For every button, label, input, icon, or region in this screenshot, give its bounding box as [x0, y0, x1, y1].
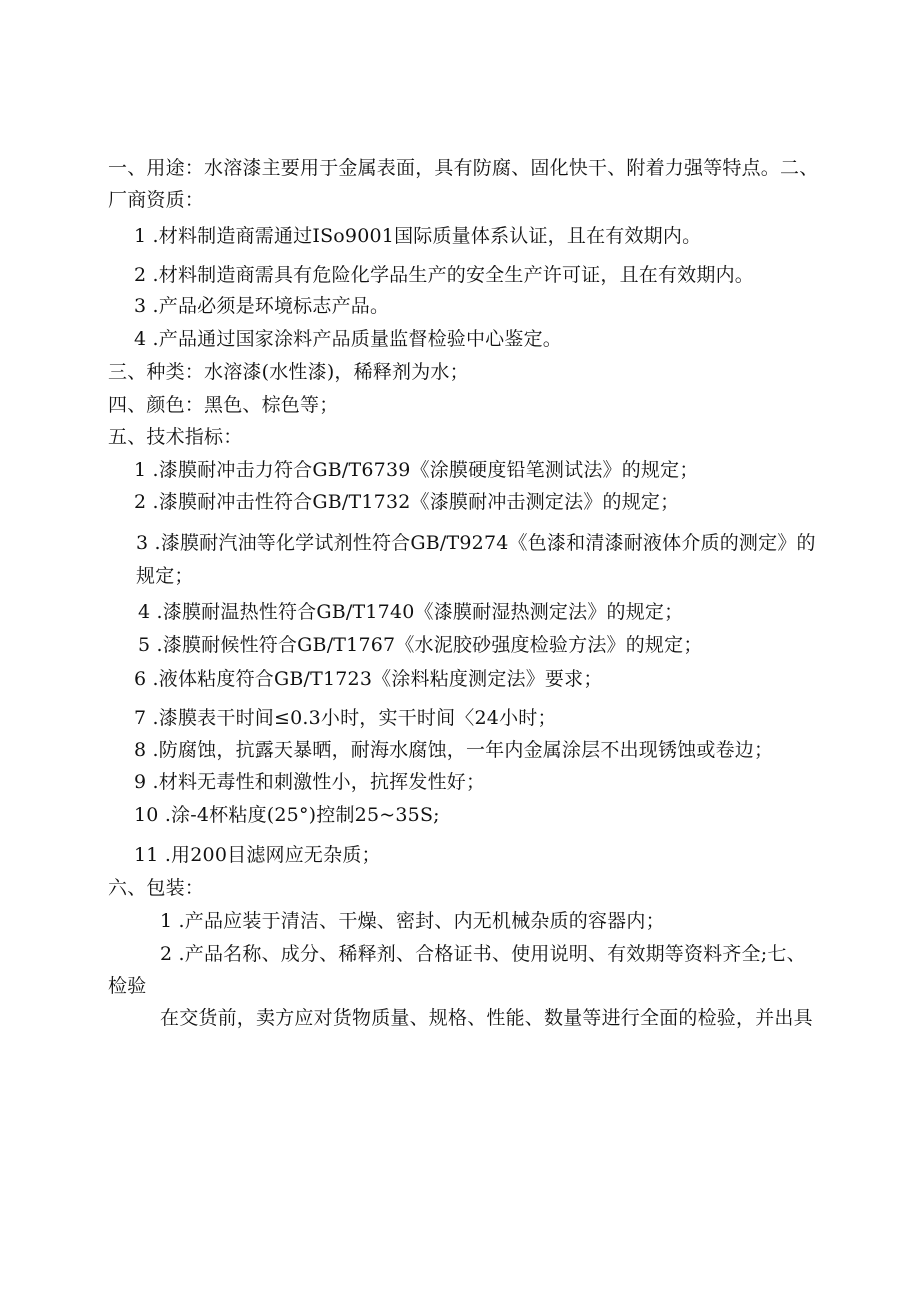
list-item: 8 .防腐蚀，抗露天暴晒，耐海水腐蚀，一年内金属涂层不出现锈蚀或卷边； [134, 739, 774, 761]
paragraph: 在交货前，卖方应对货物质量、规格、性能、数量等进行全面的检验，并出具 [160, 1007, 813, 1029]
section-heading: 三、种类：水溶漆(水性漆)，稀释剂为水； [108, 361, 469, 383]
list-item: 5 .漆膜耐候性符合GB/T1767《水泥胶砂强度检验方法》的规定； [138, 634, 703, 656]
list-item: 6 .液体粘度符合GB/T1723《涂料粘度测定法》要求； [134, 668, 603, 690]
list-item: 10 .涂-4杯粘度(25°)控制25~35S; [134, 804, 440, 826]
list-item: 2 .漆膜耐冲击性符合GB/T1732《漆膜耐冲击测定法》的规定； [134, 491, 680, 513]
list-item: 1 .产品应装于清洁、干燥、密封、内无机械杂质的容器内； [160, 910, 665, 932]
list-item: 2 .产品名称、成分、稀释剂、合格证书、使用说明、有效期等资料齐全;七、 [160, 943, 806, 965]
list-item: 1 .漆膜耐冲击力符合GB/T6739《涂膜硬度铅笔测试法》的规定； [134, 459, 699, 481]
list-item: 1 .材料制造商需通过ISo9001国际质量体系认证，且在有效期内。 [134, 225, 702, 247]
section-heading: 检验 [108, 975, 147, 997]
list-item: 4 .漆膜耐温热性符合GB/T1740《漆膜耐湿热测定法》的规定； [138, 601, 684, 623]
section-heading: 六、包装： [108, 877, 205, 899]
list-item: 7 .漆膜表干时间≤0.3小时，实干时间〈24小时； [134, 707, 557, 729]
list-item: 11 .用200目滤网应无杂质； [134, 844, 381, 866]
list-item: 9 .材料无毒性和刺激性小，抗挥发性好； [134, 771, 486, 793]
list-item: 3 .产品必须是环境标志产品。 [134, 295, 390, 317]
section-heading: 五、技术指标： [108, 426, 243, 448]
list-item: 2 .材料制造商需具有危险化学品生产的安全生产许可证，且在有效期内。 [134, 264, 754, 286]
list-item: 3 .漆膜耐汽油等化学试剂性符合GB/T9274《色漆和清漆耐液体介质的测定》的 [136, 532, 816, 554]
text-line: 规定； [136, 565, 194, 587]
list-item: 4 .产品通过国家涂料产品质量监督检验中心鉴定。 [134, 328, 562, 350]
section-heading: 四、颜色：黑色、棕色等； [108, 394, 339, 416]
text-line: 厂商资质： [108, 189, 205, 211]
text-line: 一、用途：水溶漆主要用于金属表面，具有防腐、固化快干、附着力强等特点。二、 [108, 157, 819, 179]
